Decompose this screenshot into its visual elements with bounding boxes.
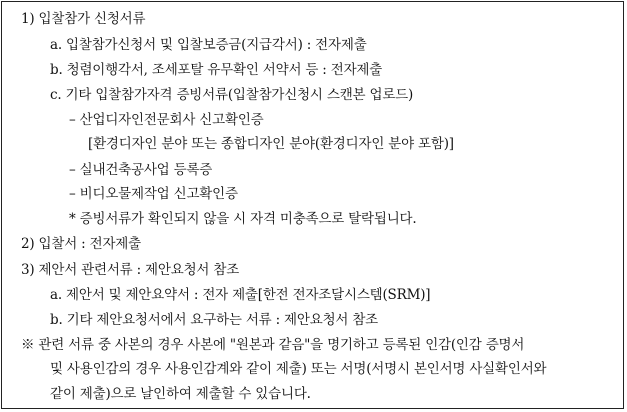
note-line-2: 및 사용인감의 경우 사용인감계와 같이 제출) 또는 서명(서명시 본인서명 사실확인서와 [50,361,547,377]
section1-item-a: a. 입찰참가신청서 및 입찰보증금(지급각서) : 전자제출 [50,37,367,53]
section2-title: 2) 입찰서 : 전자제출 [21,236,141,252]
section1-sub-item-1: – 산업디자인전문회사 신고확인증 [69,112,264,128]
section1-item-c: c. 기타 입찰참가자격 증빙서류(입찰참가신청시 스캔본 업로드) [50,87,414,103]
section3-item-a: a. 제안서 및 제안요약서 : 전자 제출[한전 전자조달시스템(SRM)] [50,287,431,303]
section3-item-b: b. 기타 제안요청서에서 요구하는 서류 : 제안요청서 참조 [50,312,379,328]
document-box [1,1,624,409]
note-line-1: ※ 관련 서류 중 사본의 경우 사본에 "원본과 같음"을 명기하고 등록된 인감(인감 증명서 [21,337,525,353]
section3-title: 3) 제안서 관련서류 : 제안요청서 참조 [21,262,240,278]
section1-sub-item-2: – 실내건축공사업 등록증 [69,162,213,178]
note-line-3: 같이 제출)으로 날인하여 제출할 수 있습니다. [50,386,311,402]
section1-sub-item-3: – 비디오물제작업 신고확인증 [69,186,238,202]
section1-sub-item-1-note: [환경디자인 분야 또는 종합디자인 분야(환경디자인 분야 포함)] [88,136,454,152]
section1-title: 1) 입찰참가 신청서류 [21,11,146,27]
section1-item-b: b. 청렴이행각서, 조세포탈 유무확인 서약서 등 : 전자제출 [50,62,383,78]
section1-warning: * 증빙서류가 확인되지 않을 시 자격 미충족으로 탈락됩니다. [69,211,417,227]
